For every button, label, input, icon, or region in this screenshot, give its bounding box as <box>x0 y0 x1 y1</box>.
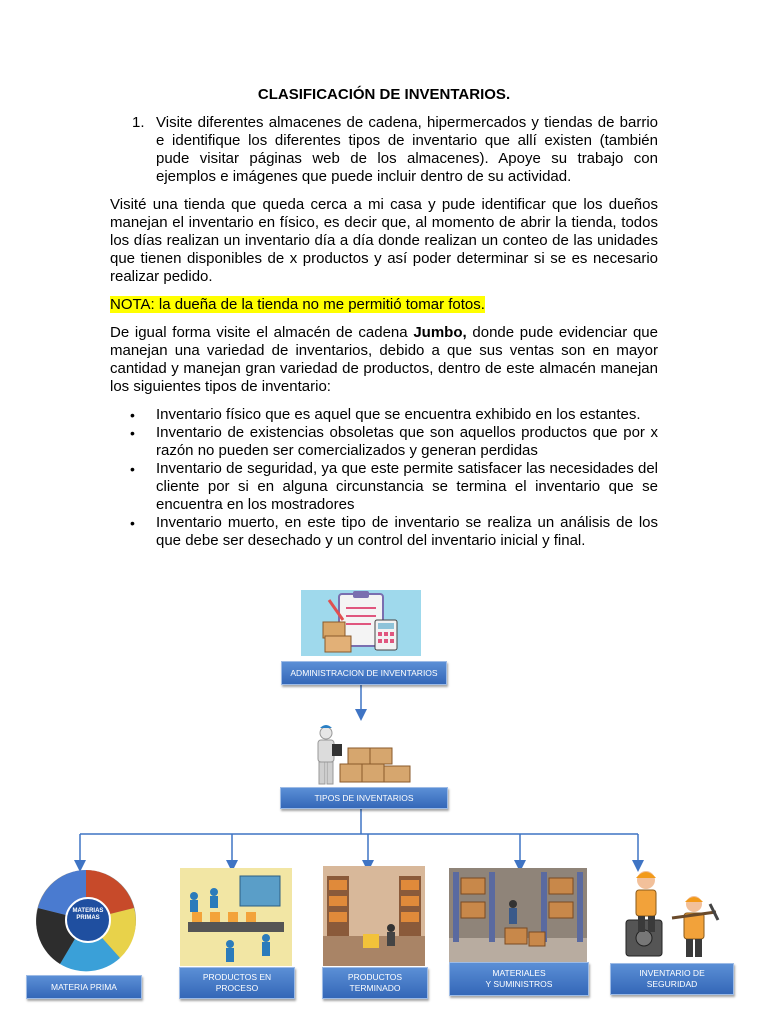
safety-workers-icon <box>612 868 722 962</box>
leaf-inventario-seguridad <box>610 963 734 995</box>
bullet-dot: • <box>130 425 135 441</box>
leaf-line2: PROCESO <box>215 983 259 993</box>
leaf-materiales-suministros <box>449 962 589 996</box>
leaf-line1: PRODUCTOS EN <box>202 972 272 982</box>
leaf-materia-prima <box>26 975 142 999</box>
leaf-line1: INVENTARIO DE <box>639 968 705 978</box>
bullet-text: Inventario de seguridad, ya que este permite satisfacer las necesidades del cliente por si en alguna circunstancia se termina el inventario que se encuentra en los mostradores <box>156 460 658 513</box>
item-number: 1. <box>132 114 145 131</box>
note-highlight: NOTA: la dueña de la tienda no me permitió tomar fotos. <box>110 296 485 313</box>
warehouse-icon <box>323 866 425 966</box>
bullet-dot: • <box>130 515 135 531</box>
leaf-productos-proceso <box>179 967 295 999</box>
materiales-suministros-image <box>449 868 587 962</box>
clipboard-calculator-icon <box>301 590 421 656</box>
leaf-line1: MATERIA PRIMA <box>51 981 117 992</box>
materias-primas-badge: MATERIAS PRIMAS <box>72 908 104 921</box>
leaf-line2: TERMINADO <box>349 983 401 993</box>
paragraph-tienda: Visité una tienda que queda cerca a mi casa y pude identificar que los dueños manejan el inventario en físico, es decir que, al momento de abrir la tienda, todos los días realizan un inventario día a día donde realizan un conteo de las unidades que tienen disponibles de x productos y así poder determinar si se es necesario realizar pedido. <box>110 196 658 285</box>
jumbo-bold: Jumbo, <box>413 324 467 341</box>
admin-inventarios-box: ADMINISTRACION DE INVENTARIOS <box>281 661 447 685</box>
worker-boxes-image <box>312 722 416 786</box>
bullet-dot: • <box>130 461 135 477</box>
productos-terminado-image <box>323 866 425 966</box>
bullet-text: Inventario muerto, en este tipo de inventario se realiza un análisis de los que debe ser desechado y un control del inventario inicial y final. <box>156 514 658 549</box>
leaf-line2: SEGURIDAD <box>646 979 698 989</box>
document-title: CLASIFICACIÓN DE INVENTARIOS. <box>257 86 511 103</box>
materia-prima-image <box>30 868 142 972</box>
item-text: Visite diferentes almacenes de cadena, hipermercados y tiendas de barrio e identifique los diferentes tipos de inventario que allí existen (también pude visitar páginas web de los almacenes). Apoye su trabajo con ejemplos e imágenes que puede incluir dentro de su actividad. <box>156 114 658 185</box>
bullet-dot: • <box>130 407 135 423</box>
leaf-productos-terminado <box>322 967 428 999</box>
productos-proceso-image <box>180 868 292 966</box>
leaf-line2: Y SUMINISTROS <box>485 979 553 989</box>
inventario-seguridad-image <box>612 868 722 962</box>
bullet-text: Inventario físico que es aquel que se encuentra exhibido en los estantes. <box>156 406 641 423</box>
paragraph-jumbo-start: De igual forma visite el almacén de cadena <box>110 324 414 341</box>
paragraph-jumbo-end: donde pude evidenciar que manejan una variedad de inventarios, debido a que sus ventas son en mayor cantidad y manejan gran variedad de productos, dentro de este almacén manejan los siguientes tipos de inventario: <box>110 324 658 395</box>
worker-icon <box>312 722 416 786</box>
tipos-inventarios-box: TIPOS DE INVENTARIOS <box>280 787 448 809</box>
leaf-line1: MATERIALES <box>492 968 546 978</box>
production-line-icon <box>180 868 292 966</box>
shelves-icon <box>449 868 587 962</box>
inventory-admin-image <box>301 590 421 656</box>
bullet-text: Inventario de existencias obsoletas que son aquellos productos que por x razón no pueden ser comercializados y generan perdidas <box>156 424 658 459</box>
leaf-line1: PRODUCTOS <box>347 972 403 982</box>
